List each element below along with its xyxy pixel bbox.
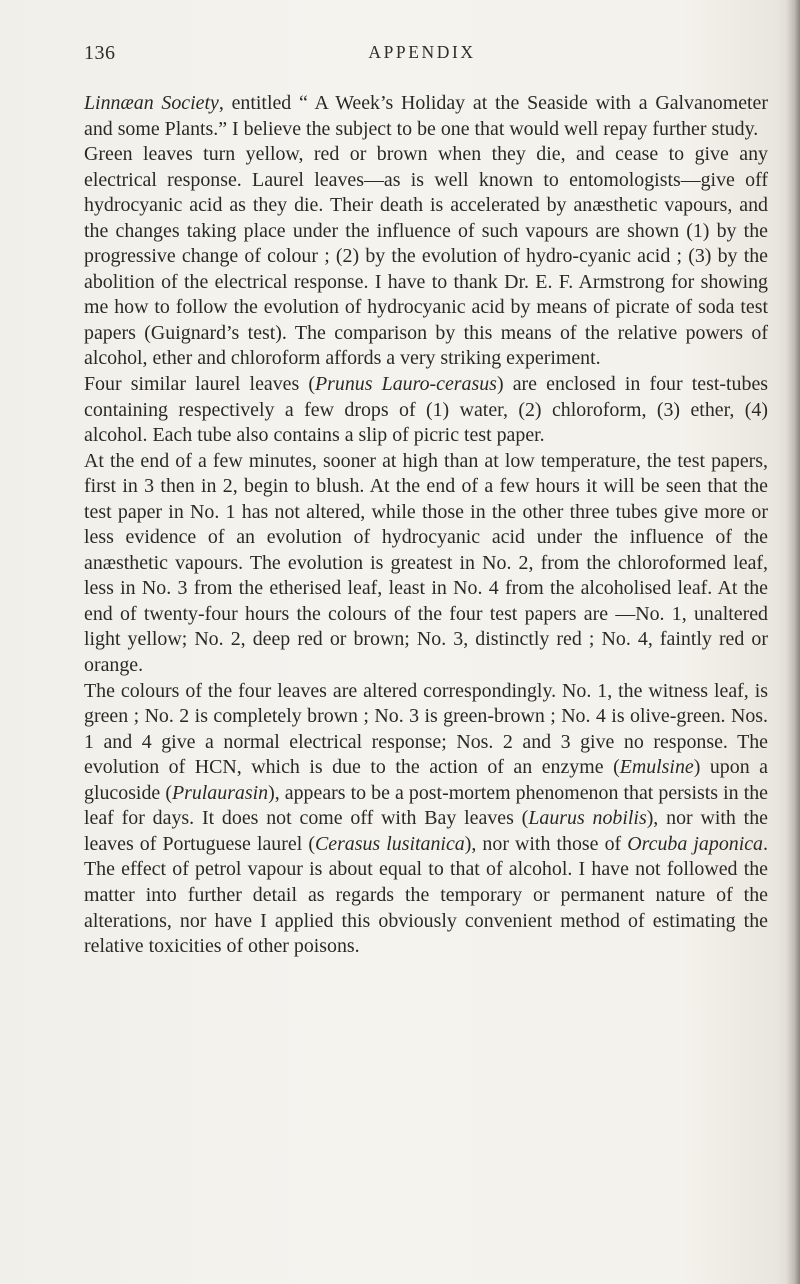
italic-text: Linnæan Society	[84, 92, 219, 114]
page-edge-shadow	[786, 0, 800, 1284]
paragraph	[84, 449, 768, 679]
running-head	[84, 42, 760, 76]
text-segment: . The effect of petrol vapour is about equal to that of alcohol. I have not followed the matter into further detail as regards the temporary or permanent nature of the alterations, nor have I applied this obviously convenient method of estimating the relative toxicities of other poisons.	[84, 832, 768, 958]
italic-text: Emulsine	[619, 756, 694, 779]
italic-text: Orcuba japonica	[627, 832, 764, 855]
paragraph	[84, 91, 768, 142]
text-segment: ) upon a glucoside (	[84, 756, 768, 804]
text-segment: ), appears to be a post-mortem phenomenon that persists in the leaf for days. It does not come off with Bay leaves (	[84, 781, 768, 830]
paragraph	[84, 372, 768, 449]
text-segment: ), nor with the leaves of Portuguese laurel (	[84, 807, 768, 855]
italic-text: Prunus Lauro-cerasus	[315, 373, 497, 396]
text-segment: Green leaves turn yellow, red or brown when they die, and cease to give any electrical response. Laurel leaves—as is well known to entomologists—give off hydrocyanic acid as they die. Their death is accelerated by anæsthetic vapours, and the changes taking place under the influence of such vapours are shown (1) by the progressive change of colour ; (2) by the evolution of hydro-cyanic acid ; (3) by the abolition of the electrical response. I have to thank Dr. E. F. Armstrong for showing me how to follow the evolution of hydrocyanic acid by means of picrate of soda test papers (Guignard’s test). The comparison by this means of the relative powers of alcohol, ether and chloroform affords a very striking experiment.	[84, 143, 768, 370]
text-segment: The colours of the four leaves are altered correspondingly. No. 1, the witness leaf, is green ; No. 2 is completely brown ; No. 3 is green-brown ; No. 4 is olive-green. Nos. 1 and 4 give a normal electrical response; Nos. 2 and 3 give no response. The evolution of HCN, which is due to the action of an enzyme (	[84, 679, 768, 779]
text-segment: At the end of a few minutes, sooner at high than at low temperature, the test papers, first in 3 then in 2, begin to blush. At the end of a few hours it will be seen that the test paper in No. 1 has not altered, while those in the other three tubes give more or less evidence of an evolution of hydrocyanic acid under the influence of the anæsthetic vapours. The evolution is greatest in No. 2, from the chloroformed leaf, less in No. 3 from the etherised leaf, least in No. 4 from the alcoholised leaf. At the end of twenty-four hours the colours of the four test papers are —No. 1, unaltered light yellow; No. 2, deep red or brown; No. 3, distinctly red ; No. 4, faintly red or orange.	[84, 449, 768, 677]
paragraph	[84, 142, 768, 372]
text-segment: Four similar laurel leaves (	[84, 373, 316, 396]
italic-text: Cerasus lusitanica	[314, 832, 465, 855]
paragraph	[84, 679, 768, 960]
text-segment: ), nor with those of	[464, 832, 628, 855]
italic-text: Prulaurasin	[171, 781, 269, 804]
text-segment: , entitled “ A Week’s Holiday at the Seaside with a Galvanometer and some Plants.” I believe the subject to be one that would well repay further study.	[84, 92, 768, 140]
running-head-title: APPENDIX	[368, 42, 476, 62]
body-text	[84, 91, 768, 960]
text-segment: ) are enclosed in four test-tubes containing respectively a few drops of (1) water, (2) chloroform, (3) ether, (4) alcohol. Each tube also contains a slip of picric test paper.	[84, 373, 769, 447]
page-number: 136	[84, 42, 116, 64]
italic-text: Laurus nobilis	[528, 807, 647, 830]
